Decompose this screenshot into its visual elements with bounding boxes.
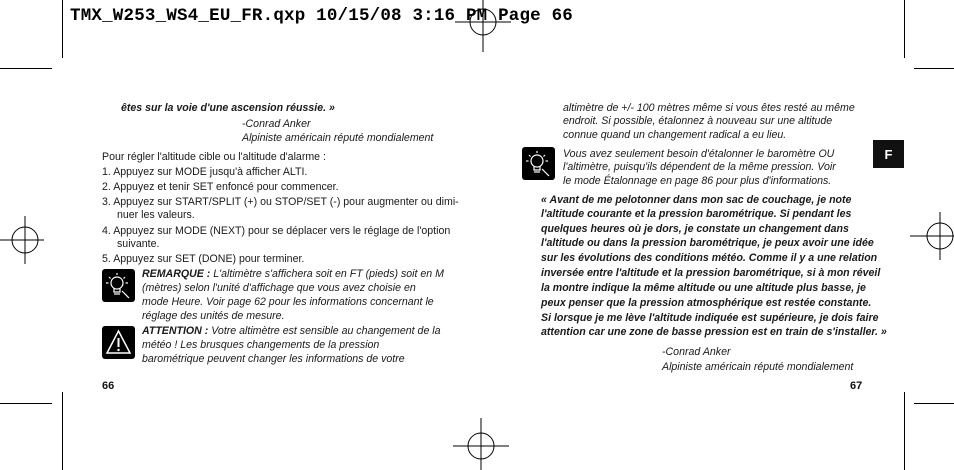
quote-line-6: inversée entre l'altitude et la pression barométrique, si à mon réveil xyxy=(541,267,881,279)
step-3-cont: nuer les valeurs. xyxy=(117,209,195,221)
quote-author-right: -Conrad Anker xyxy=(662,346,731,358)
remark-text: L'altimètre s'affichera soit en FT (pieds) soit en M xyxy=(210,268,444,280)
attention-label: ATTENTION : xyxy=(142,325,209,337)
tip-line-1: Vous avez seulement besoin d'étalonner le baromètre OU xyxy=(563,148,835,160)
remark-line-2: (mètres) selon l'unité d'affichage que vous avez choisie en xyxy=(142,282,416,294)
remark-line-1 xyxy=(142,267,444,282)
step-2: 2. Appuyez et tenir SET enfoncé pour commencer. xyxy=(102,181,339,193)
crop-mark xyxy=(914,68,954,69)
para-top-1: altimètre de +/- 100 mètres même si vous êtes resté au même xyxy=(563,102,855,114)
step-3: 3. Appuyez sur START/SPLIT (+) ou STOP/SET (-) pour augmenter ou dimi- xyxy=(102,196,459,208)
crop-mark xyxy=(0,403,52,404)
quote-line-8: peux penser que la pression atmosphérique est restée constante. xyxy=(541,297,872,309)
quote-line-9: Si lorsque je me lève l'altitude indiquée est supérieure, je dois faire xyxy=(541,312,879,324)
procedure-intro: Pour régler l'altitude cible ou l'altitude d'alarme : xyxy=(102,151,326,163)
tip-line-2: l'altimètre, puisqu'ils dépendent de la même pression. Voir xyxy=(563,161,836,173)
crop-mark xyxy=(0,68,52,69)
quote-line-3: quelques heures où je dors, je constate un changement dans xyxy=(541,223,849,235)
language-tab: F xyxy=(873,140,904,168)
quote-line-7: la montre indique la même altitude ou une altitude plus basse, je xyxy=(541,282,866,294)
quote-line-5: sur les évolutions des conditions météo. Comme il y a une relation xyxy=(541,252,878,264)
lightbulb-icon xyxy=(522,147,555,180)
remark-label: REMARQUE : xyxy=(142,268,211,280)
quote-author-title: Alpiniste américain réputé mondialement xyxy=(242,132,434,144)
registration-mark-right xyxy=(910,208,954,264)
quote-line-2: l'altitude courante et la pression barométrique. Si pendant les xyxy=(541,208,852,220)
crop-mark xyxy=(914,403,954,404)
para-top-2: endroit. Si possible, étalonnez à nouveau sur une altitude xyxy=(563,115,833,127)
tip-line-3: le mode Étalonnage en page 86 pour plus d'informations. xyxy=(563,175,832,187)
page-number-right: 67 xyxy=(850,380,863,392)
crop-mark xyxy=(904,392,905,470)
registration-mark-top xyxy=(455,0,511,52)
attention-text: Votre altimètre est sensible au changement de la xyxy=(208,325,441,337)
step-5: 5. Appuyez sur SET (DONE) pour terminer. xyxy=(102,253,305,265)
file-slug: TMX_W253_WS4_EU_FR.qxp 10/15/08 3:16 PM Page 66 xyxy=(70,6,573,26)
attention-line-3: barométrique peuvent changer les informations de votre xyxy=(142,353,405,365)
page-number-left: 66 xyxy=(102,380,115,392)
registration-mark-left xyxy=(0,212,44,268)
para-top-3: connue quand un changement radical a eu lieu. xyxy=(563,129,787,141)
quote-line-10: attention car une zone de basse pression est en train de s'installer. » xyxy=(541,326,887,338)
crop-mark xyxy=(62,392,63,470)
attention-line-1 xyxy=(142,324,441,339)
crop-mark xyxy=(904,0,905,58)
remark-line-3: mode Heure. Voir page 62 pour les informations concernant le xyxy=(142,296,434,308)
lightbulb-icon xyxy=(102,269,135,302)
attention-line-2: météo ! Les brusques changements de la pression xyxy=(142,339,380,351)
registration-mark-bottom xyxy=(453,418,509,470)
crop-mark xyxy=(62,0,63,58)
warning-triangle-icon xyxy=(102,326,135,359)
quote-line-1: « Avant de me pelotonner dans mon sac de couchage, je note xyxy=(541,194,852,206)
remark-line-4: réglage des unités de mesure. xyxy=(142,310,285,322)
quote-author-title-right: Alpiniste américain réputé mondialement xyxy=(662,361,854,373)
quote-end: êtes sur la voie d'une ascension réussie. » xyxy=(121,102,335,114)
step-4-cont: suivante. xyxy=(117,238,160,250)
quote-author: -Conrad Anker xyxy=(242,118,311,130)
quote-line-4: l'altitude ou dans la pression barométrique, je peux avoir une idée xyxy=(541,237,874,249)
step-1: 1. Appuyez sur MODE jusqu'à afficher ALTI. xyxy=(102,166,308,178)
step-4: 4. Appuyez sur MODE (NEXT) pour se déplacer vers le réglage de l'option xyxy=(102,225,451,237)
